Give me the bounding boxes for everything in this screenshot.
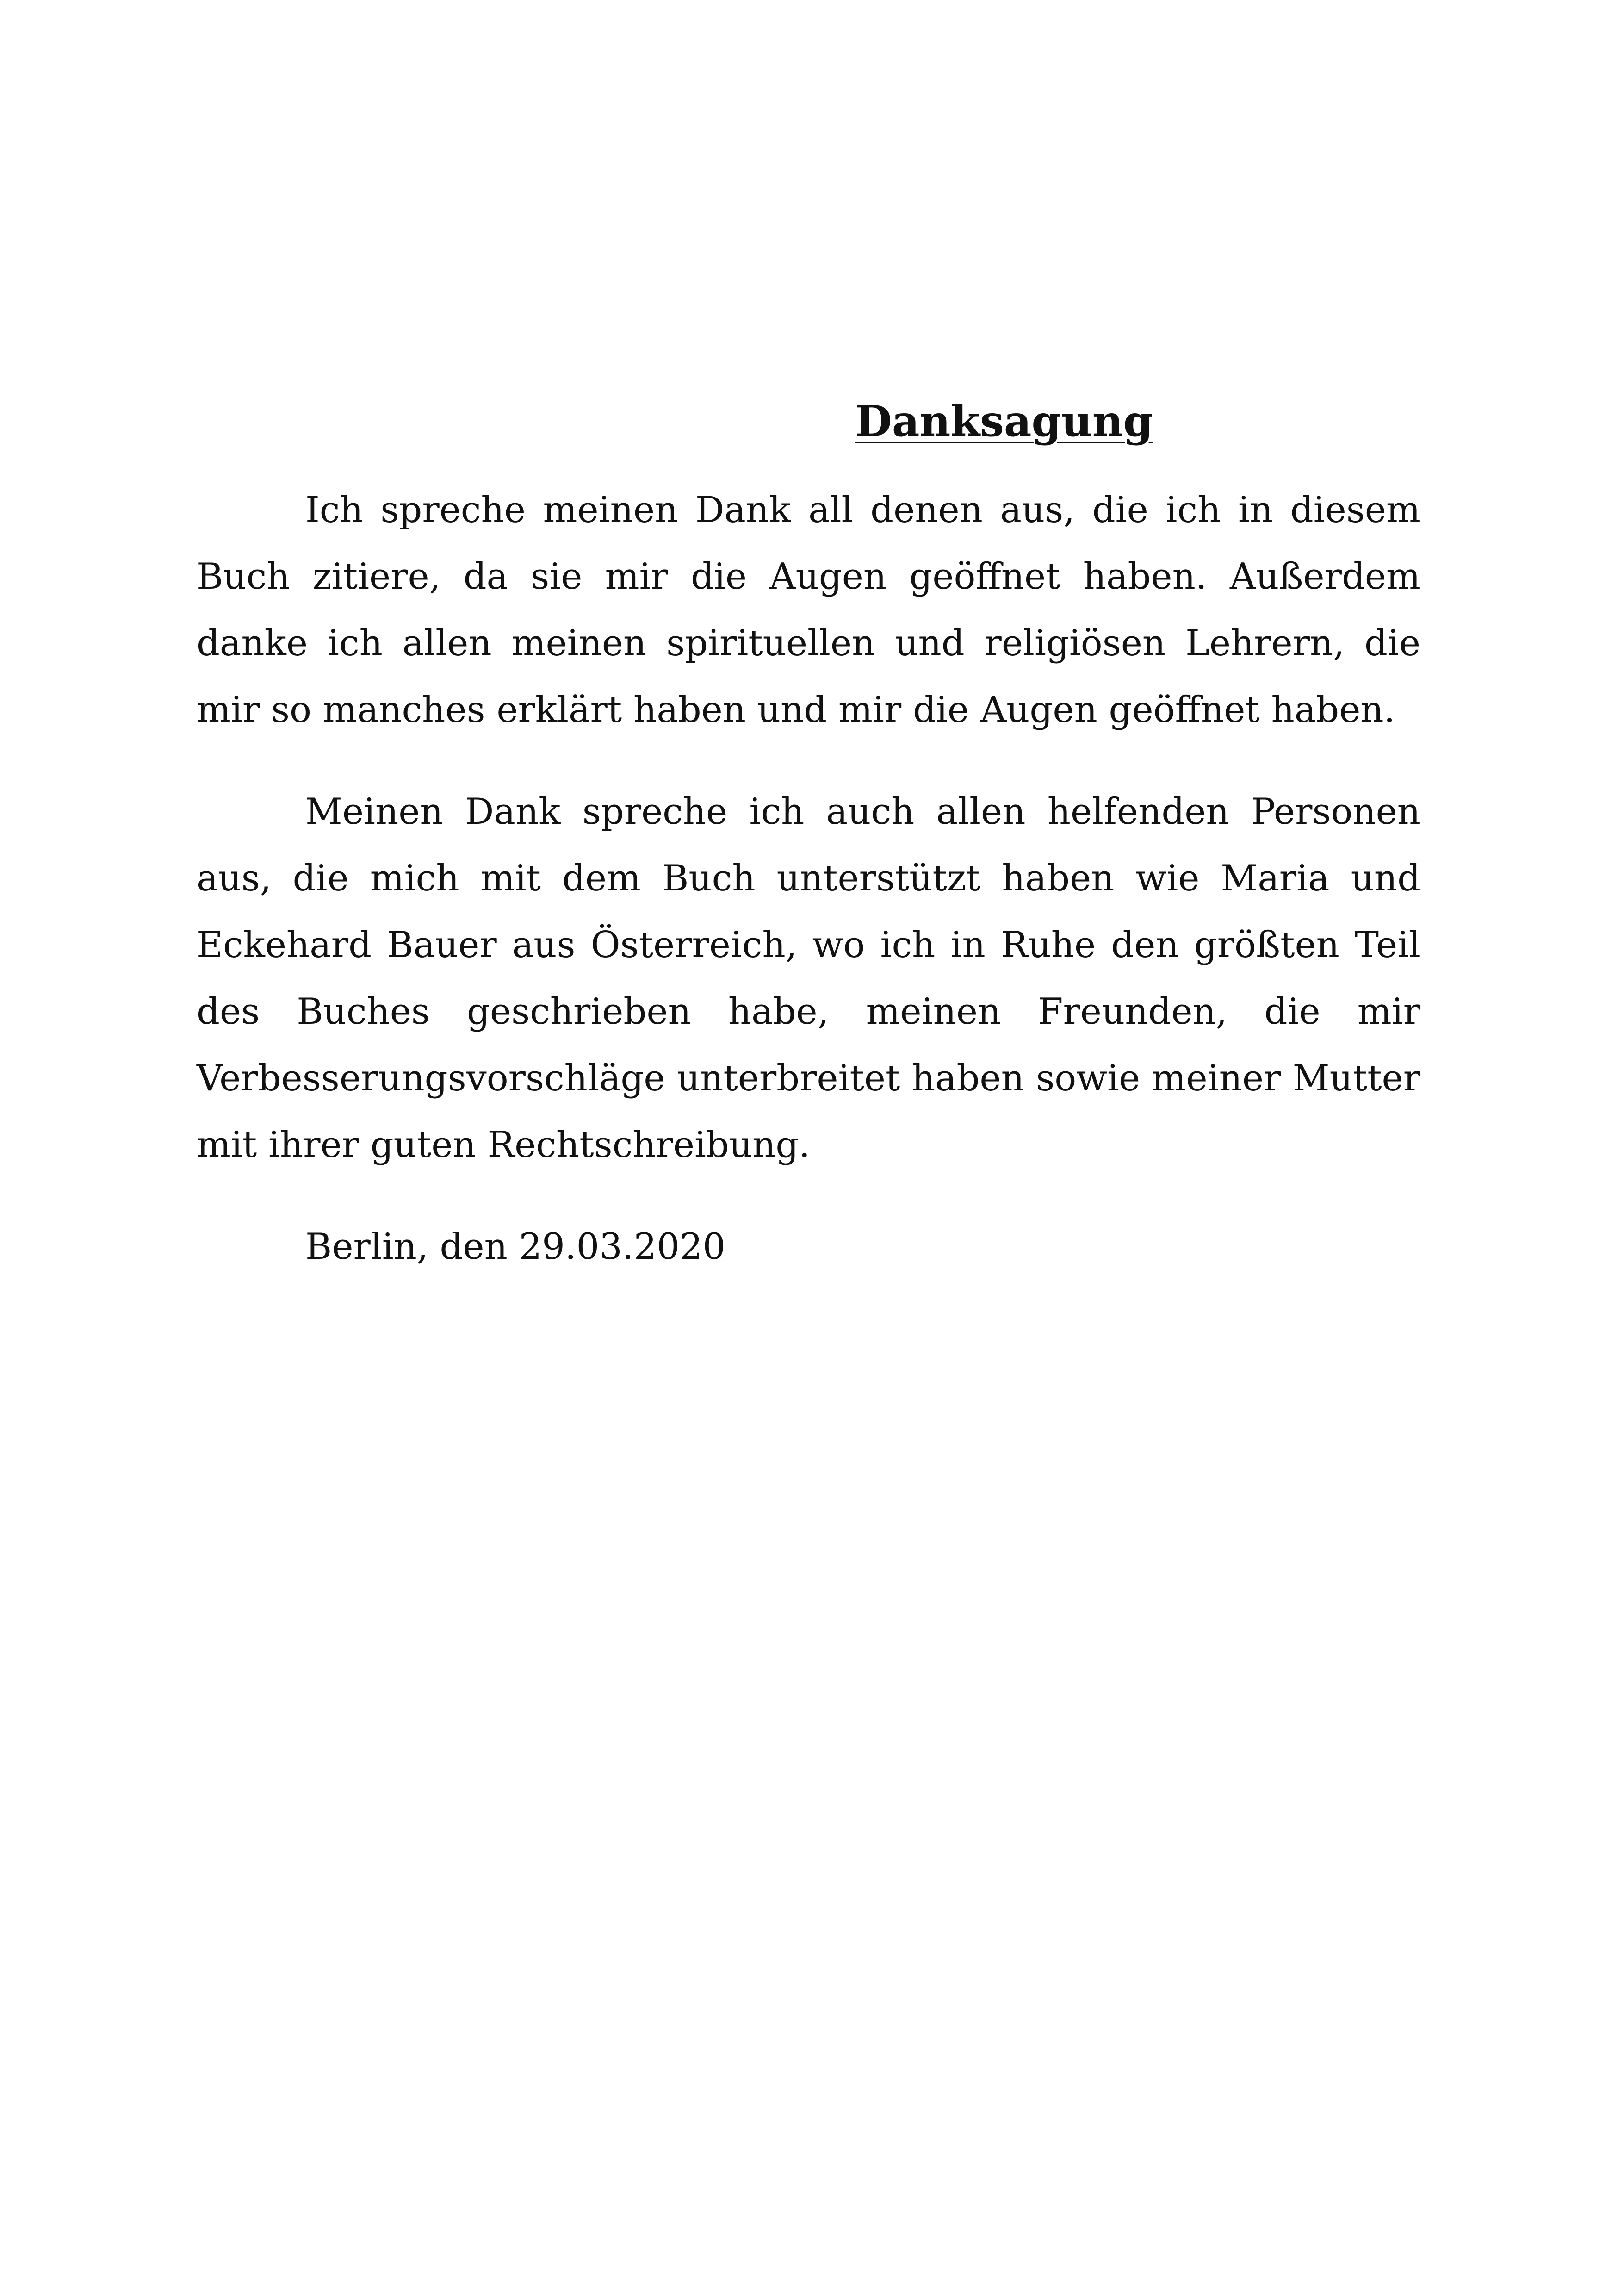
- page-content: [197, 393, 1420, 1280]
- place-date-signoff: Berlin, den 29.03.2020: [305, 1226, 726, 1268]
- page-title: [393, 393, 1615, 449]
- paragraph-2: Meinen Dank spreche ich auch allen helfenden Personen aus, die mich mit dem Buch unterstützt haben wie Maria und Eckehard Bauer aus Österreich, wo ich in Ruhe den größten Teil des Buches geschrieben habe, meinen Freunden, die mir Verbesserungsvorschläge unterbreitet haben sowie meiner Mutter mit ihrer guten Rechtschreibung.: [197, 791, 1420, 1166]
- page-title-text: Danksagung: [855, 396, 1153, 446]
- paragraph-1: Ich spreche meinen Dank all denen aus, die ich in diesem Buch zitiere, da sie mir die Augen geöffnet haben. Außerdem danke ich allen meinen spirituellen und religiösen Lehrern, die mir so manches erklärt haben und mir die Augen geöffnet haben.: [197, 489, 1420, 731]
